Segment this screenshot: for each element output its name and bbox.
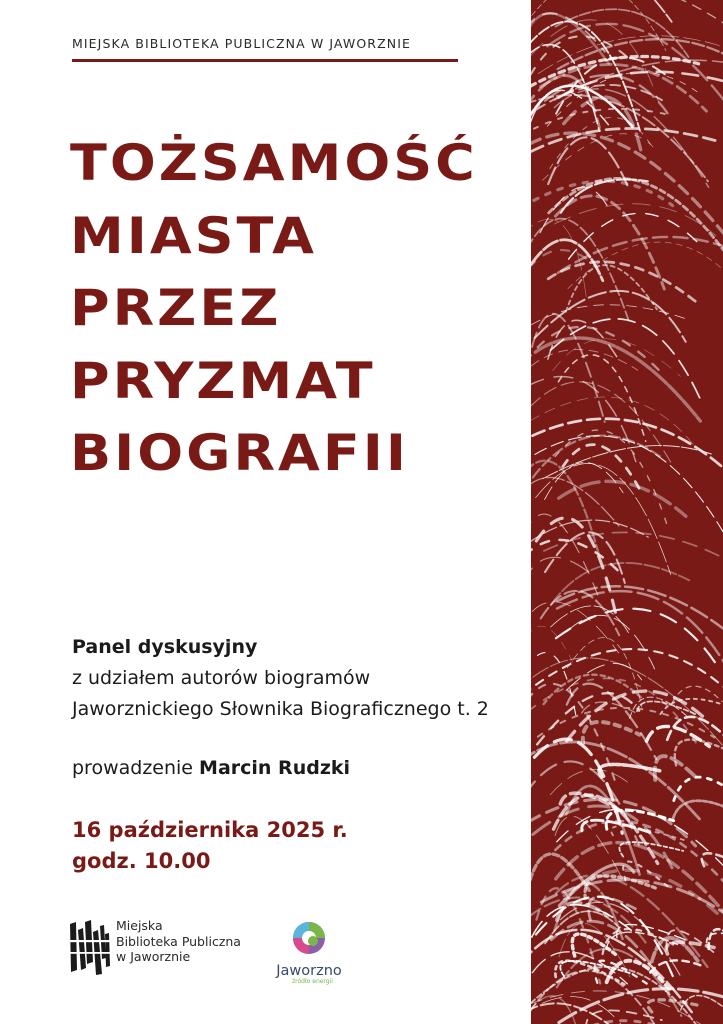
decorative-brush-artwork <box>531 0 723 1024</box>
library-logo-text <box>116 918 241 965</box>
city-logo-tagline: źródło energii <box>292 978 333 985</box>
title-line: MIASTA <box>70 206 317 265</box>
city-logo-name: Jaworzno <box>276 963 342 979</box>
header-rule <box>72 59 458 62</box>
library-logo <box>66 918 241 976</box>
institution-name: MIEJSKA BIBLIOTEKA PUBLICZNA W JAWORZNIE <box>72 36 411 51</box>
panel-description <box>72 632 489 725</box>
title-line: PRZEZ <box>70 279 282 338</box>
city-logo <box>268 918 350 985</box>
library-logo-line: w Jaworznie <box>116 949 191 964</box>
title-line: BIOGRAFII <box>70 424 409 483</box>
library-logo-line: Biblioteka Publiczna <box>116 933 241 949</box>
event-time: godz. 10.00 <box>72 849 211 873</box>
title-line: PRYZMAT <box>70 351 376 410</box>
panel-title: Panel dyskusyjny <box>72 636 258 658</box>
moderator-name: Marcin Rudzki <box>199 757 351 779</box>
event-datetime <box>72 815 348 877</box>
header <box>72 36 458 62</box>
library-logo-line: Miejska <box>116 918 163 933</box>
title-line: TOŻSAMOŚĆ <box>70 134 478 193</box>
poster-title <box>70 136 478 499</box>
panel-line: Jaworznickiego Słownika Biograficznego t. 2 <box>72 698 489 720</box>
city-logo-icon <box>287 918 331 958</box>
event-date: 16 października 2025 r. <box>72 818 348 842</box>
moderator-prefix: prowadzenie <box>72 757 193 779</box>
panel-line: z udziałem autorów biogramów <box>72 667 371 689</box>
moderator <box>72 757 350 779</box>
library-logo-icon <box>66 918 112 976</box>
